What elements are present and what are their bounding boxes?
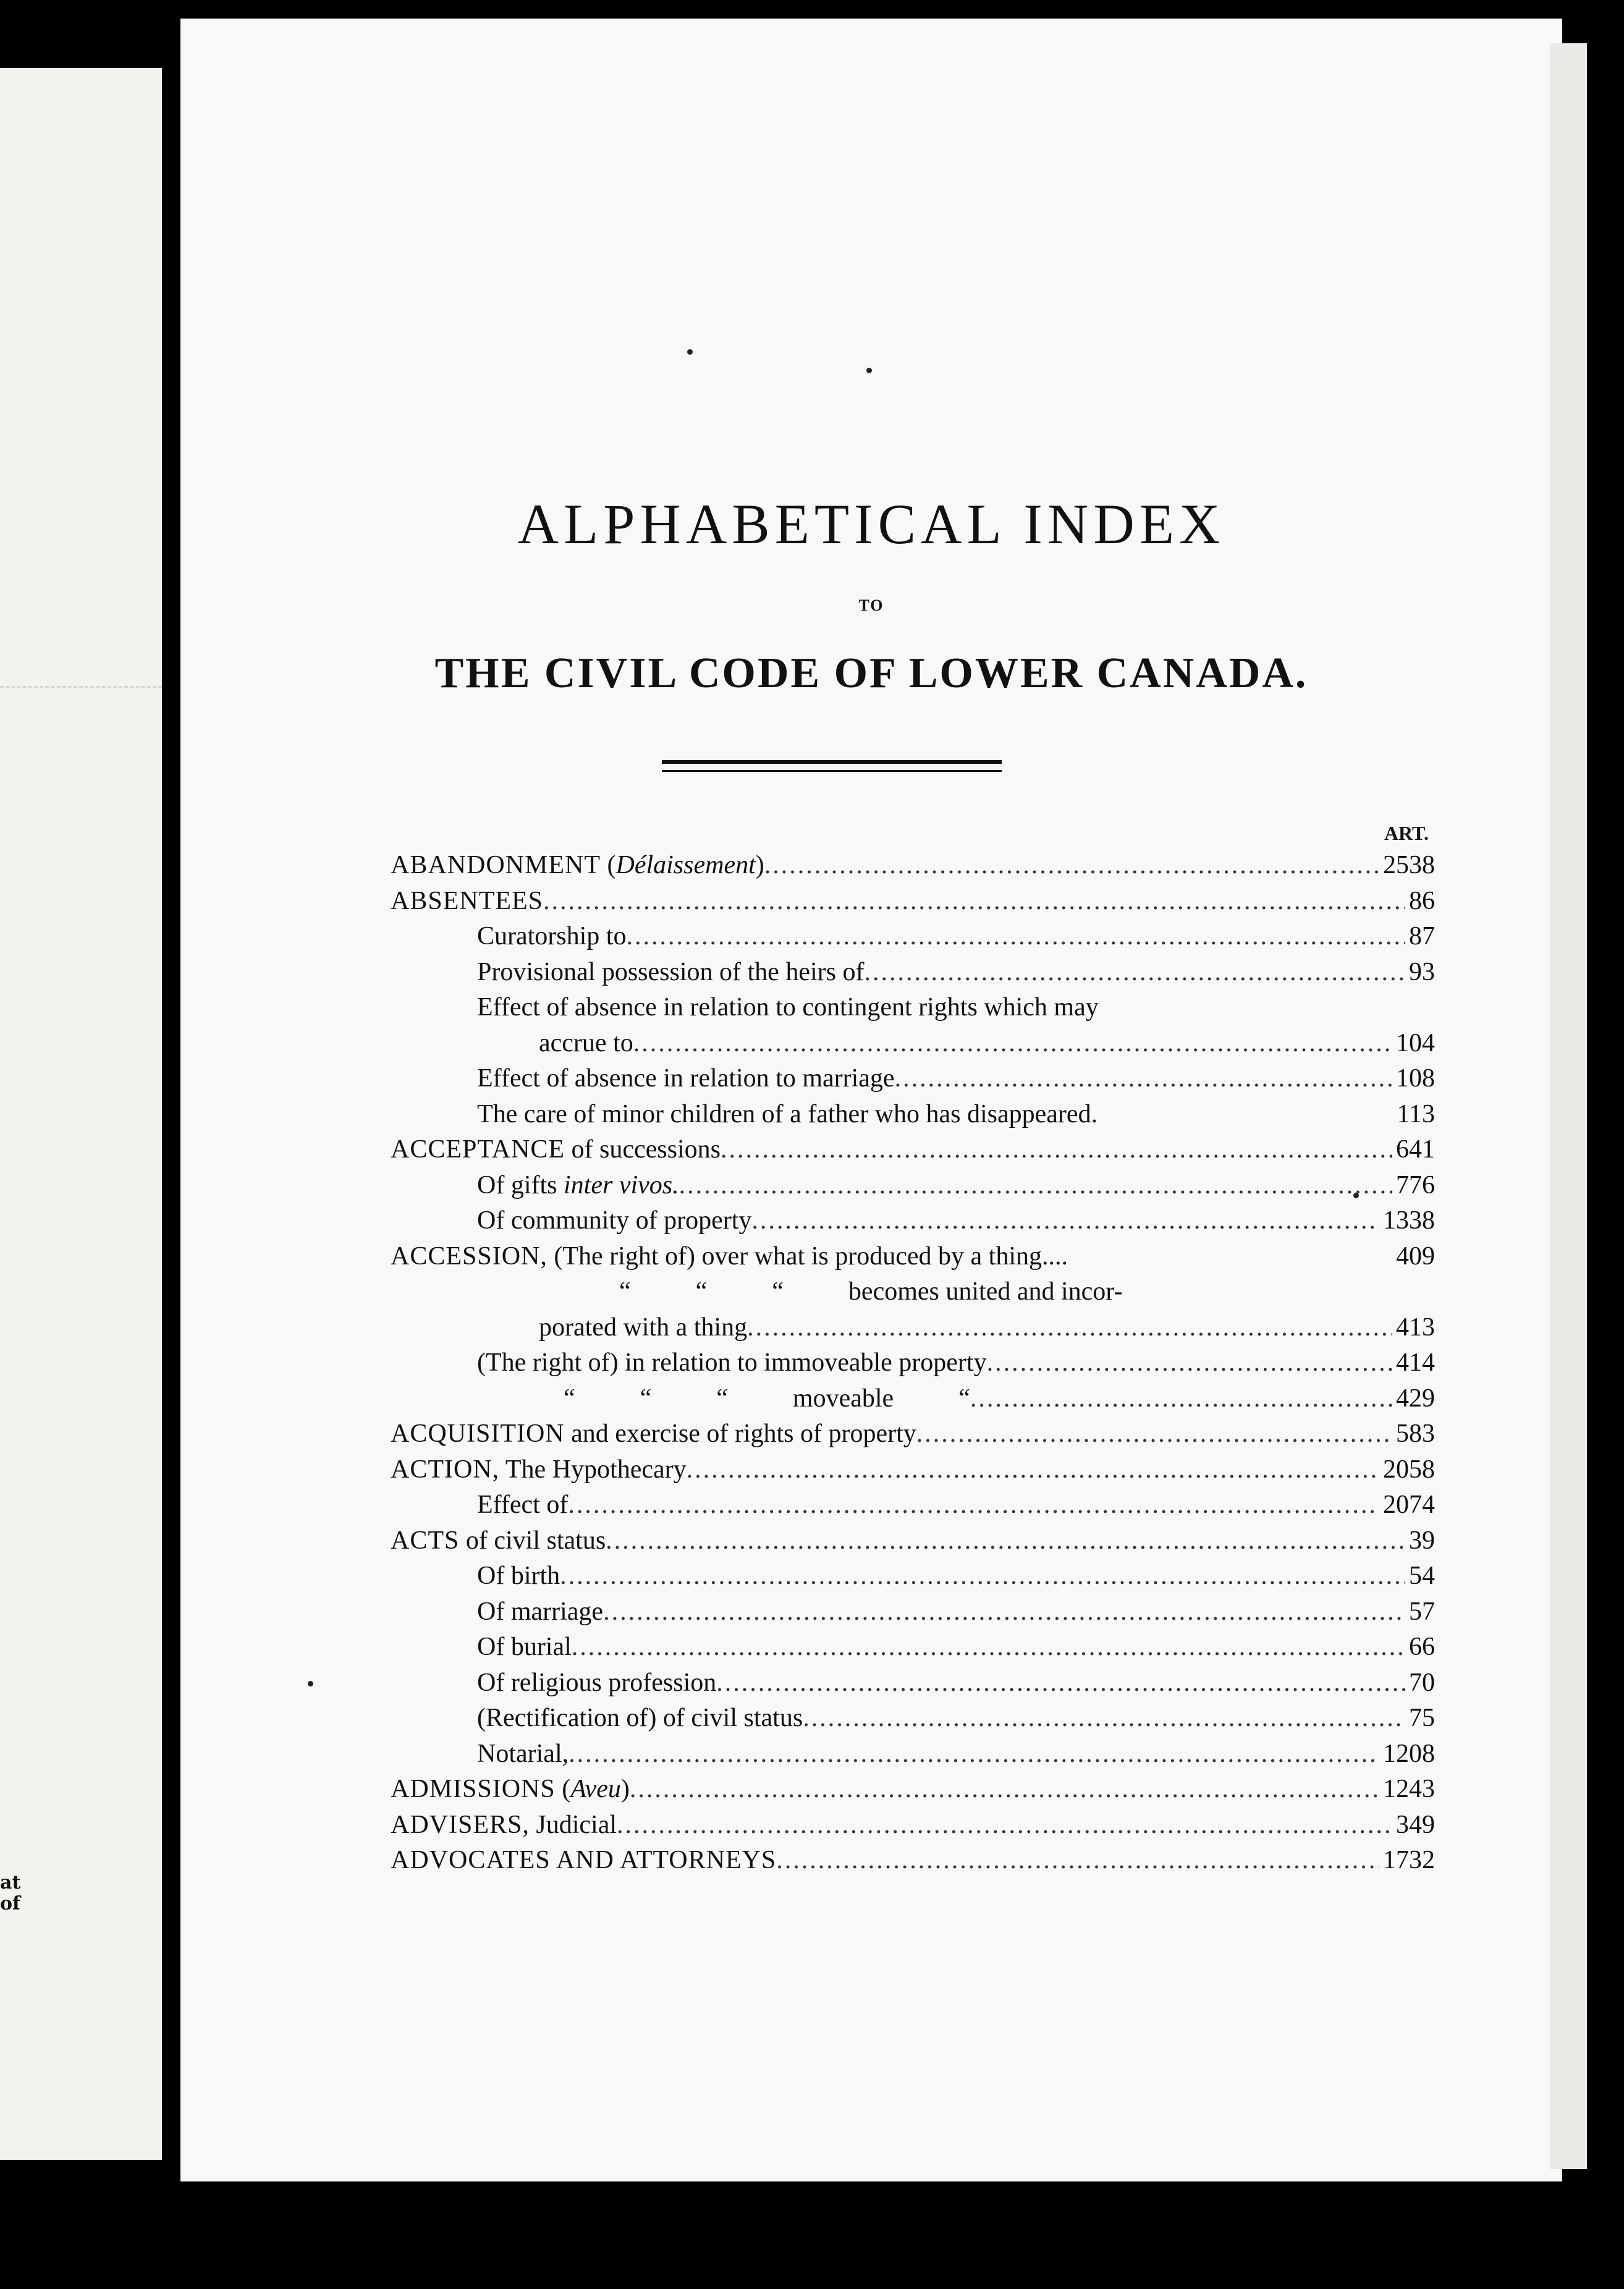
article-number: 413: [1396, 1313, 1435, 1342]
index-subentry-continuation: porated with a thing ..... 413: [391, 1310, 1435, 1346]
article-number: 87: [1409, 922, 1435, 950]
margin-fragment: at of: [0, 1872, 21, 1915]
article-number: 776: [1396, 1170, 1435, 1200]
index-entry: ADVOCATES AND ATTORNEYS ..... 1732: [391, 1843, 1435, 1879]
article-number: 429: [1396, 1384, 1435, 1413]
page-subtitle: THE CIVIL CODE OF LOWER CANADA.: [434, 649, 1308, 697]
index-entry: ACQUISITION and exercise of rights of property ..... 583: [391, 1416, 1435, 1452]
article-number: 349: [1396, 1810, 1435, 1839]
article-number: 583: [1396, 1420, 1435, 1448]
index-entry: ABSENTEES ..... 86: [391, 884, 1435, 920]
article-number: 57: [1409, 1597, 1435, 1626]
article-number: 86: [1409, 886, 1435, 915]
index-entry: ACTION, The Hypothecary ..... 2058: [391, 1452, 1435, 1488]
index-entry: ADMISSIONS (Aveu) ..... 1243: [391, 1772, 1435, 1808]
article-number: 414: [1396, 1348, 1435, 1377]
article-column-header: ART.: [1384, 822, 1429, 844]
index-subentry: Of burial ..... 66: [391, 1630, 1435, 1665]
index-subentry: Of birth ..... 54: [391, 1559, 1435, 1594]
index-subentry: Of religious profession ..... 70: [391, 1665, 1435, 1701]
index-subentry: (The right of) in relation to immoveable property ..... 414: [391, 1345, 1435, 1381]
article-number: 75: [1409, 1704, 1435, 1732]
article-number: 641: [1396, 1135, 1435, 1164]
document-page: [180, 19, 1562, 2181]
title-connector: TO: [858, 596, 884, 614]
ink-speck: [866, 368, 872, 373]
article-number: 2074: [1383, 1491, 1435, 1519]
index-entry: ABANDONMENT (Délaissement) ..... 2538: [391, 848, 1435, 884]
index-subentry: (Rectification of) of civil status ..... 75: [391, 1701, 1435, 1737]
article-number: 93: [1409, 957, 1435, 986]
ink-speck: [687, 349, 693, 355]
article-number: 1208: [1383, 1739, 1435, 1768]
index-subentry: Of community of property ..... 1338: [391, 1203, 1435, 1239]
article-number: 1243: [1383, 1775, 1435, 1803]
index-subentry: Of gifts inter vivos. ..... 776: [391, 1168, 1435, 1204]
article-number: 54: [1409, 1562, 1435, 1590]
index-subentry: Effect of absence in relation to contingent rights which may: [477, 993, 1099, 1022]
article-number: 108: [1396, 1064, 1435, 1093]
index-subentry: Of marriage ..... 57: [391, 1594, 1435, 1630]
index-entry: ACCEPTANCE of successions ..... 641: [391, 1132, 1435, 1168]
ink-speck: [308, 1681, 313, 1686]
index-subentry: The care of minor children of a father who has disappeared. 113: [391, 1097, 1435, 1133]
index-subentry: Effect of absence in relation to marriage ..... 108: [391, 1061, 1435, 1097]
index-subentry: “ “ “ becomes united and incor-: [619, 1277, 1123, 1306]
index-subentry: Effect of ..... 2074: [391, 1487, 1435, 1523]
page-crease: [0, 686, 162, 688]
article-number: 70: [1409, 1668, 1435, 1697]
index-list: [391, 848, 1435, 1911]
index-subentry: Provisional possession of the heirs of ..... 93: [391, 955, 1435, 991]
article-number: 1338: [1383, 1206, 1435, 1235]
article-number: 2058: [1383, 1455, 1435, 1484]
article-number: 66: [1409, 1633, 1435, 1661]
title-rule-thick: [662, 760, 1002, 764]
index-entry: ACCESSION, (The right of) over what is produced by a thing.... 409: [391, 1239, 1435, 1275]
article-number: 104: [1396, 1028, 1435, 1057]
index-entry: ACTS of civil status ..... 39: [391, 1523, 1435, 1559]
left-page-edge: [0, 68, 162, 2160]
index-subentry: Notarial, ..... 1208: [391, 1737, 1435, 1772]
page-title: ALPHABETICAL INDEX: [517, 493, 1225, 556]
title-rule-thin: [662, 770, 1002, 772]
article-number: 409: [1396, 1242, 1435, 1271]
index-subentry: Curatorship to ..... 87: [391, 919, 1435, 955]
article-number: 2538: [1383, 851, 1435, 879]
article-number: 39: [1409, 1526, 1435, 1555]
article-number: 1732: [1383, 1846, 1435, 1874]
index-subentry: “ “ “ moveable “ ..... 429: [391, 1381, 1435, 1417]
index-entry: ADVISERS, Judicial ..... 349: [391, 1808, 1435, 1843]
article-number: 113: [1397, 1099, 1435, 1128]
index-subentry-continuation: accrue to ..... 104: [391, 1026, 1435, 1062]
